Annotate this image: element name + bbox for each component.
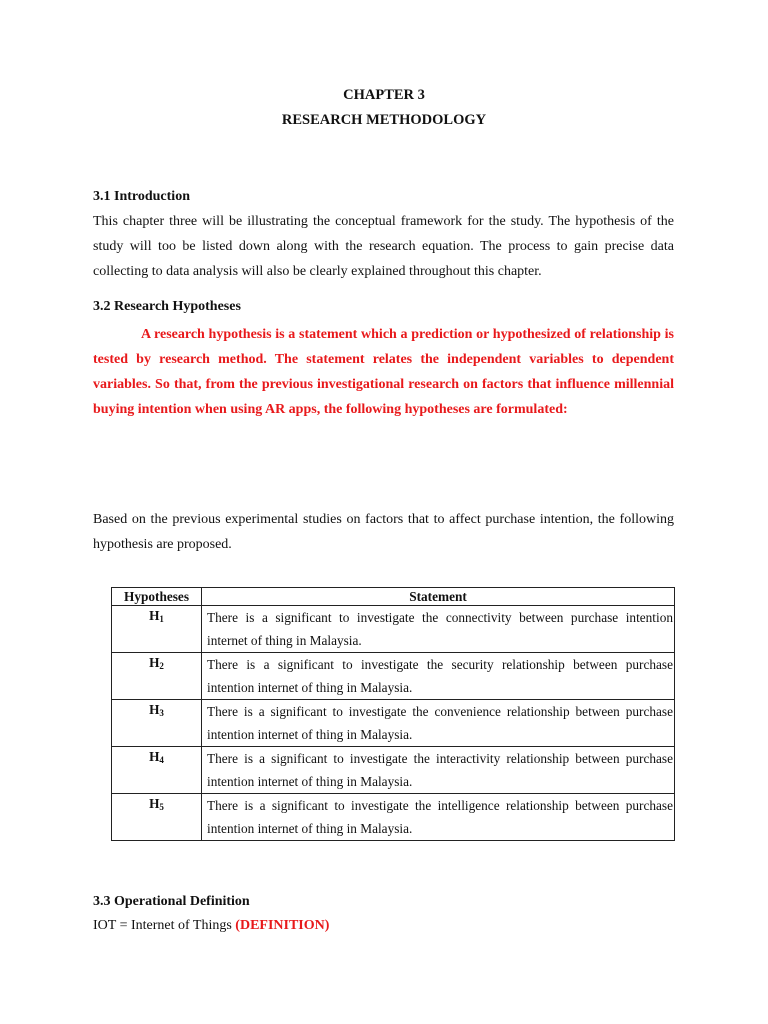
section-3-2-heading: 3.2 Research Hypotheses	[93, 299, 241, 314]
section-3-1-heading: 3.1 Introduction	[93, 189, 190, 204]
chapter-title: RESEARCH METHODOLOGY	[281, 112, 487, 128]
definition-tag: (DEFINITION)	[235, 918, 330, 933]
hypothesis-statement: There is a significant to investigate the security relationship between purchase intention internet of thing in Malaysia.	[202, 653, 675, 700]
hypotheses-table	[111, 587, 675, 841]
hypothesis-id: $H_5$	[112, 794, 202, 841]
hypothesis-subscript: 2	[159, 661, 164, 671]
table-row	[112, 747, 675, 794]
hypothesis-subscript: 4	[159, 755, 164, 765]
table-row	[112, 794, 675, 841]
column-header-statement: Statement	[202, 588, 675, 606]
hypothesis-statement: There is a significant to investigate the intelligence relationship between purchase intention internet of thing in Malaysia.	[202, 794, 675, 841]
table-row	[112, 653, 675, 700]
hypothesis-statement: There is a significant to investigate the interactivity relationship between purchase intention internet of thing in Malaysia.	[202, 747, 675, 794]
hypothesis-id: $H_3$	[112, 700, 202, 747]
table-row	[112, 700, 675, 747]
hypothesis-id: $H_2$	[112, 653, 202, 700]
definition-text: IOT = Internet of Things	[93, 918, 236, 933]
column-header-hypotheses: Hypotheses	[112, 588, 202, 606]
hypothesis-statement: There is a significant to investigate the convenience relationship between purchase intention internet of thing in Malaysia.	[202, 700, 675, 747]
chapter-number: CHAPTER 3	[343, 87, 425, 103]
section-3-3-heading: 3.3 Operational Definition	[93, 894, 250, 909]
hypothesis-statement: There is a significant to investigate the connectivity between purchase intention internet of thing in Malaysia.	[202, 606, 675, 653]
hypothesis-subscript: 1	[159, 614, 164, 624]
table-row	[112, 606, 675, 653]
section-3-2-intro: Based on the previous experimental studies on factors that to affect purchase intention, the following hypothesis are proposed.	[93, 512, 674, 552]
hypothesis-subscript: 5	[159, 802, 164, 812]
table-header-row	[112, 588, 675, 606]
hypothesis-id: $H_1$	[112, 606, 202, 653]
section-3-2-highlight: A research hypothesis is a statement which a prediction or hypothesized of relationship is tested by research method. The statement relates the independent variables to dependent variables. So that, from the previous investigational research on factors that influence millennial buying intention when using AR apps, the following hypotheses are formulated:	[93, 327, 674, 417]
definition-line	[93, 918, 329, 934]
section-3-1-body: This chapter three will be illustrating the conceptual framework for the study. The hypothesis of the study will too be listed down along with the research equation. The process to gain precise data collecting to data analysis will also be clearly explained throughout this chapter.	[93, 214, 674, 279]
hypothesis-id: $H_4$	[112, 747, 202, 794]
hypothesis-subscript: 3	[159, 708, 164, 718]
